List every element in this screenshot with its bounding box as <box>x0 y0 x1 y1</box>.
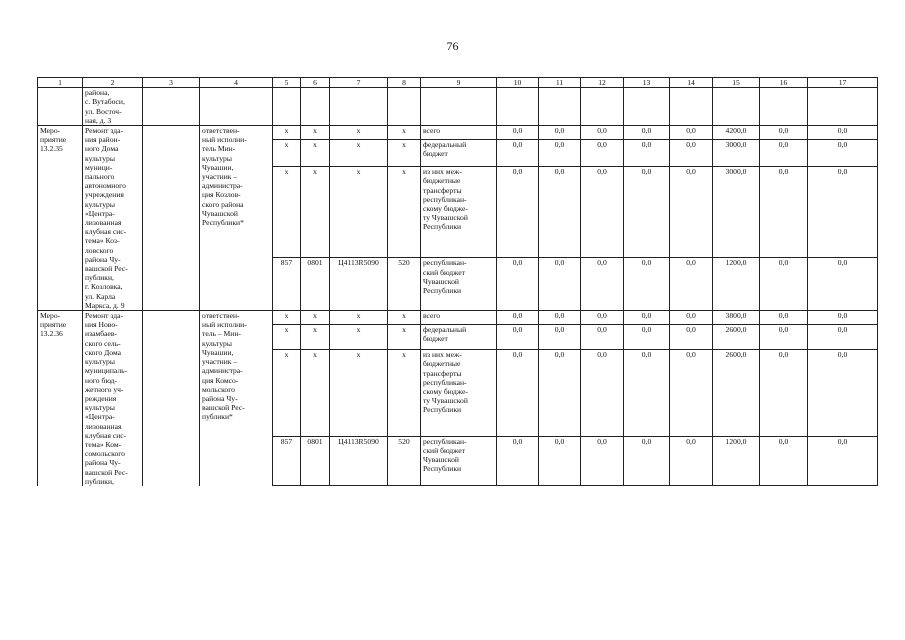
amount-cell: 0,0 <box>808 140 878 167</box>
empty-cell <box>38 88 83 126</box>
object-name-line: района, <box>85 88 110 98</box>
target-article-code-cell: х <box>330 350 388 436</box>
amount-cell: 0,0 <box>808 311 878 324</box>
amount-cell: 0,0 <box>760 140 808 167</box>
executor-line: ный исполни- <box>202 135 247 145</box>
empty-cell <box>421 88 497 126</box>
measure-name-line: вашской Рес- <box>85 467 128 477</box>
empty-cell <box>713 88 760 126</box>
funding-source-line: ту Чувашской <box>423 396 468 406</box>
measure-name-line: ного бюд- <box>85 375 118 385</box>
executor-cell <box>200 311 273 486</box>
measure-name-cell <box>83 311 143 486</box>
header-cell: 1 <box>38 78 83 88</box>
measure-name-line: учреждения <box>85 190 124 200</box>
amount-cell: 0,0 <box>808 324 878 350</box>
amount-cell: 0,0 <box>581 258 624 311</box>
amount-cell: 0,0 <box>760 311 808 324</box>
funding-source-line: бюджет <box>423 333 448 343</box>
header-cell: 10 <box>497 78 539 88</box>
empty-cell <box>760 88 808 126</box>
executor-line: администра- <box>202 181 243 191</box>
executor-line: участник – <box>202 172 238 182</box>
amount-cell: 0,0 <box>624 140 670 167</box>
empty-cell <box>388 88 421 126</box>
amount-cell: 0,0 <box>497 140 539 167</box>
measure-id-line: Меро- <box>40 126 61 136</box>
amount-cell: 0,0 <box>760 167 808 258</box>
measure-name-line: Маркса, д. 9 <box>85 300 125 310</box>
object-name-cell <box>83 88 143 126</box>
measure-name-line: пального <box>85 172 115 182</box>
expense-type-code-cell: х <box>388 140 421 167</box>
grbs-code-cell: х <box>273 350 301 436</box>
amount-cell: 0,0 <box>581 311 624 324</box>
amount-cell: 2600,0 <box>713 324 760 350</box>
object-name-line: ул. Восточ- <box>85 106 122 116</box>
measure-name-line: жетного уч- <box>85 384 124 394</box>
funding-source-line: всего <box>423 126 441 136</box>
executor-line: ответствен- <box>202 126 240 136</box>
amount-cell: 0,0 <box>497 324 539 350</box>
empty-cell <box>808 88 878 126</box>
measure-id-line: Меро- <box>40 311 61 321</box>
expense-type-code-cell: х <box>388 167 421 258</box>
section-code-cell: 0801 <box>301 436 330 486</box>
continuation-row <box>38 88 878 126</box>
empty-cell <box>200 88 273 126</box>
measure-name-line: реждения <box>85 393 117 403</box>
amount-cell: 0,0 <box>624 258 670 311</box>
target-article-code-cell: х <box>330 311 388 324</box>
funding-source-line: бюджет <box>423 149 448 159</box>
funding-source-line: из них меж- <box>423 350 462 360</box>
measure-name-line: вашской Рес- <box>85 264 128 274</box>
measure-name-line: изамбаев- <box>85 329 117 339</box>
funding-source-line: республикан- <box>423 377 467 387</box>
amount-cell: 0,0 <box>760 258 808 311</box>
empty-cell <box>670 88 713 126</box>
header-cell: 2 <box>83 78 143 88</box>
grbs-code-cell: х <box>273 140 301 167</box>
amount-cell: 0,0 <box>808 167 878 258</box>
funding-source-line: ский бюджет <box>423 267 465 277</box>
amount-cell: 3000,0 <box>713 140 760 167</box>
funding-source-line: Чувашской <box>423 454 459 464</box>
funding-source-line: бюджетные <box>423 359 461 369</box>
measure-name-line: публики, <box>85 273 114 283</box>
target-article-code-cell: Ц4113R5090 <box>330 258 388 311</box>
header-cell: 11 <box>539 78 581 88</box>
object-name-line: с. Вутабоси, <box>85 97 125 107</box>
grbs-code-cell: х <box>273 311 301 324</box>
budget-table <box>37 77 878 486</box>
amount-cell: 0,0 <box>539 167 581 258</box>
header-cell: 13 <box>624 78 670 88</box>
executor-line: культуры <box>202 153 232 163</box>
target-article-code-cell: Ц4113R5090 <box>330 436 388 486</box>
measure-name-line: культуры <box>85 199 115 209</box>
amount-cell: 0,0 <box>808 126 878 140</box>
measure-name-line: культуры <box>85 403 115 413</box>
amount-cell: 0,0 <box>760 350 808 436</box>
executor-line: Республики* <box>202 218 244 228</box>
executor-line: тель – Мин- <box>202 329 241 339</box>
measure-name-line: культуры <box>85 357 115 367</box>
measure-name-line: района Чу- <box>85 458 121 468</box>
amount-cell: 0,0 <box>497 126 539 140</box>
funding-source-line: всего <box>423 311 441 321</box>
measure-id-line: приятие <box>40 320 67 330</box>
amount-cell: 0,0 <box>624 126 670 140</box>
expense-type-code-cell: 520 <box>388 436 421 486</box>
executor-line: Чувашии, <box>202 162 234 172</box>
section-code-cell: х <box>301 140 330 167</box>
grbs-code-cell: х <box>273 324 301 350</box>
measure-name-line: «Центра- <box>85 412 115 422</box>
amount-cell: 0,0 <box>670 126 713 140</box>
header-cell: 8 <box>388 78 421 88</box>
measure-name-line: «Центра- <box>85 208 115 218</box>
amount-cell: 0,0 <box>539 258 581 311</box>
amount-cell: 0,0 <box>539 311 581 324</box>
amount-cell: 0,0 <box>539 436 581 486</box>
measure-name-line: культуры <box>85 153 115 163</box>
executor-line: ция Комсо- <box>202 375 239 385</box>
measure-name-line: Ремонт зда- <box>85 126 124 136</box>
grbs-code-cell: х <box>273 167 301 258</box>
expense-type-code-cell: х <box>388 350 421 436</box>
amount-cell: 0,0 <box>670 167 713 258</box>
target-article-code-cell: х <box>330 324 388 350</box>
funding-source-line: скому бюдже- <box>423 204 468 214</box>
executor-line: ный исполни- <box>202 320 247 330</box>
executor-line: ского района <box>202 199 244 209</box>
measure-name-line: ния район- <box>85 135 121 145</box>
executor-line: публики* <box>202 412 233 422</box>
amount-cell: 3000,0 <box>713 167 760 258</box>
target-article-code-cell: х <box>330 140 388 167</box>
empty-cell <box>539 88 581 126</box>
amount-cell: 0,0 <box>497 436 539 486</box>
funding-source-line: Республики <box>423 464 462 474</box>
expense-type-code-cell: х <box>388 311 421 324</box>
amount-cell: 0,0 <box>808 350 878 436</box>
funding-source-cell <box>421 311 497 324</box>
measure-name-line: лизованная <box>85 218 122 228</box>
funding-source-line: федеральный <box>423 324 467 334</box>
expense-type-code-cell: 520 <box>388 258 421 311</box>
funding-source-line: ский бюджет <box>423 445 465 455</box>
header-cell: 5 <box>273 78 301 88</box>
funding-source-line: Чувашской <box>423 276 459 286</box>
amount-cell: 0,0 <box>581 324 624 350</box>
funding-source-cell <box>421 324 497 350</box>
funding-source-cell <box>421 126 497 140</box>
amount-cell: 3800,0 <box>713 311 760 324</box>
measure-name-line: сомольского <box>85 449 125 459</box>
header-cell: 3 <box>143 78 200 88</box>
funding-source-cell <box>421 436 497 486</box>
funding-source-line: республикан- <box>423 194 467 204</box>
executor-cell <box>200 126 273 311</box>
measure-name-line: лизованная <box>85 421 122 431</box>
header-cell: 12 <box>581 78 624 88</box>
measure-name-line: публики, <box>85 476 114 486</box>
expense-type-code-cell: х <box>388 126 421 140</box>
target-article-code-cell: х <box>330 167 388 258</box>
table-row <box>38 126 878 140</box>
amount-cell: 0,0 <box>624 167 670 258</box>
measure-name-line: ул. Карла <box>85 291 116 301</box>
empty-cell <box>330 88 388 126</box>
funding-source-line: ту Чувашской <box>423 213 468 223</box>
empty-cell <box>143 311 200 486</box>
funding-source-cell <box>421 167 497 258</box>
empty-cell <box>581 88 624 126</box>
amount-cell: 0,0 <box>624 324 670 350</box>
target-article-code-cell: х <box>330 126 388 140</box>
executor-line: Чувашии, <box>202 347 234 357</box>
executor-line: мольского <box>202 384 235 394</box>
amount-cell: 0,0 <box>808 258 878 311</box>
header-cell: 15 <box>713 78 760 88</box>
funding-source-line: федеральный <box>423 140 467 150</box>
measure-name-line: ского Дома <box>85 347 122 357</box>
amount-cell: 0,0 <box>670 324 713 350</box>
executor-line: ция Козлов- <box>202 190 241 200</box>
funding-source-line: Республики <box>423 285 462 295</box>
amount-cell: 0,0 <box>624 350 670 436</box>
funding-source-line: республикан- <box>423 258 467 268</box>
section-code-cell: х <box>301 350 330 436</box>
executor-line: Чувашской <box>202 208 238 218</box>
measure-id-cell <box>38 311 83 486</box>
measure-name-line: муници- <box>85 162 113 172</box>
funding-source-line: скому бюдже- <box>423 386 468 396</box>
executor-line: участник – <box>202 357 238 367</box>
page-number: 76 <box>446 39 459 53</box>
amount-cell: 0,0 <box>581 140 624 167</box>
funding-source-cell <box>421 258 497 311</box>
measure-name-line: клубная сис- <box>85 227 127 237</box>
measure-id-line: 13.2.36 <box>40 329 63 339</box>
amount-cell: 0,0 <box>497 350 539 436</box>
measure-name-line: клубная сис- <box>85 430 127 440</box>
executor-line: администра- <box>202 366 243 376</box>
section-code-cell: 0801 <box>301 258 330 311</box>
amount-cell: 0,0 <box>539 140 581 167</box>
empty-cell <box>624 88 670 126</box>
header-cell: 17 <box>808 78 878 88</box>
measure-name-line: ного Дома <box>85 144 119 154</box>
amount-cell: 0,0 <box>670 311 713 324</box>
empty-cell <box>143 88 200 126</box>
amount-cell: 2600,0 <box>713 350 760 436</box>
funding-source-line: Республики <box>423 222 462 232</box>
section-code-cell: х <box>301 167 330 258</box>
amount-cell: 0,0 <box>624 436 670 486</box>
amount-cell: 0,0 <box>539 126 581 140</box>
header-cell: 16 <box>760 78 808 88</box>
amount-cell: 0,0 <box>497 258 539 311</box>
funding-source-line: бюджетные <box>423 176 461 186</box>
header-cell: 6 <box>301 78 330 88</box>
header-cell: 9 <box>421 78 497 88</box>
executor-line: ответствен- <box>202 311 240 321</box>
amount-cell: 1200,0 <box>713 436 760 486</box>
amount-cell: 0,0 <box>670 140 713 167</box>
funding-source-line: Республики <box>423 405 462 415</box>
executor-line: тель Мин- <box>202 144 236 154</box>
object-name-line: ная, д. 3 <box>85 115 112 125</box>
measure-name-line: г. Козловка, <box>85 282 123 292</box>
section-code-cell: х <box>301 311 330 324</box>
measure-id-cell <box>38 126 83 311</box>
grbs-code-cell: 857 <box>273 436 301 486</box>
amount-cell: 0,0 <box>581 126 624 140</box>
amount-cell: 0,0 <box>497 311 539 324</box>
funding-source-line: трансферты <box>423 185 462 195</box>
empty-cell <box>143 126 200 311</box>
grbs-code-cell: 857 <box>273 258 301 311</box>
header-row <box>38 78 878 88</box>
amount-cell: 0,0 <box>670 350 713 436</box>
empty-cell <box>497 88 539 126</box>
measure-name-line: Ремонт зда- <box>85 311 124 321</box>
measure-name-line: муниципаль- <box>85 366 128 376</box>
measure-name-cell <box>83 126 143 311</box>
executor-line: вашской Рес- <box>202 403 245 413</box>
amount-cell: 0,0 <box>760 436 808 486</box>
expense-type-code-cell: х <box>388 324 421 350</box>
measure-name-line: ния Ново- <box>85 320 118 330</box>
amount-cell: 0,0 <box>581 350 624 436</box>
header-cell: 14 <box>670 78 713 88</box>
grbs-code-cell: х <box>273 126 301 140</box>
measure-name-line: ского сель- <box>85 338 121 348</box>
table-row <box>38 311 878 324</box>
header-cell: 7 <box>330 78 388 88</box>
amount-cell: 0,0 <box>581 167 624 258</box>
funding-source-cell <box>421 350 497 436</box>
executor-line: района Чу- <box>202 393 238 403</box>
measure-name-line: тема» Ком- <box>85 439 122 449</box>
measure-name-line: ловского <box>85 245 114 255</box>
funding-source-line: республикан- <box>423 436 467 446</box>
measure-id-line: приятие <box>40 135 67 145</box>
empty-cell <box>301 88 330 126</box>
section-code-cell: х <box>301 324 330 350</box>
amount-cell: 0,0 <box>808 436 878 486</box>
amount-cell: 0,0 <box>760 324 808 350</box>
amount-cell: 0,0 <box>539 350 581 436</box>
amount-cell: 1200,0 <box>713 258 760 311</box>
funding-source-line: трансферты <box>423 368 462 378</box>
amount-cell: 0,0 <box>670 258 713 311</box>
measure-name-line: района Чу- <box>85 254 121 264</box>
amount-cell: 0,0 <box>581 436 624 486</box>
measure-name-line: автономного <box>85 181 126 191</box>
empty-cell <box>273 88 301 126</box>
section-code-cell: х <box>301 126 330 140</box>
measure-name-line: тема» Коз- <box>85 236 120 246</box>
amount-cell: 0,0 <box>539 324 581 350</box>
amount-cell: 0,0 <box>497 167 539 258</box>
amount-cell: 0,0 <box>624 311 670 324</box>
executor-line: культуры <box>202 338 232 348</box>
header-cell: 4 <box>200 78 273 88</box>
measure-id-line: 13.2.35 <box>40 144 63 154</box>
amount-cell: 0,0 <box>760 126 808 140</box>
amount-cell: 0,0 <box>670 436 713 486</box>
funding-source-cell <box>421 140 497 167</box>
amount-cell: 4200,0 <box>713 126 760 140</box>
funding-source-line: из них меж- <box>423 167 462 177</box>
